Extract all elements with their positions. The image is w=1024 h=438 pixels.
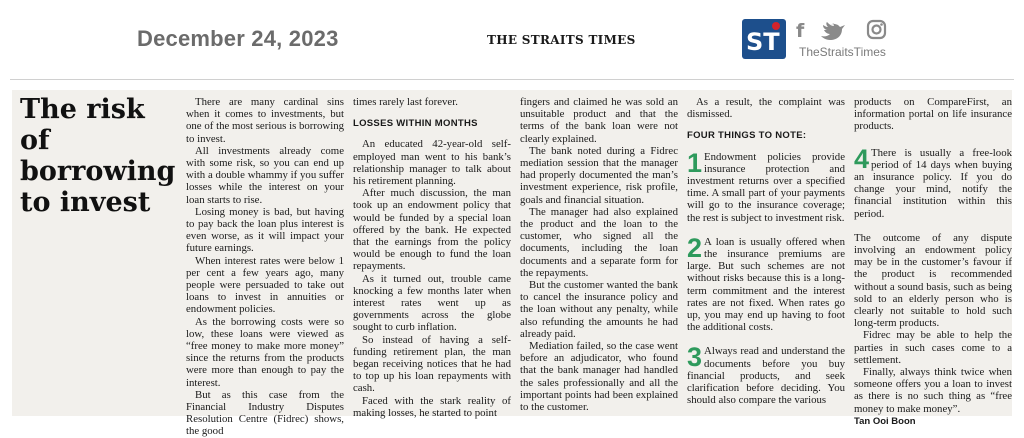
point-text: Always read and understand the documents before you buy financial products, and seek clarification before deciding. You should also compare the various xyxy=(687,345,845,407)
point-text: Endowment policies provide insurance protection and investment returns over a specified time. A small part of your payments will go to the insurance coverage; the rest is subject to investment risk. xyxy=(687,150,845,224)
numbered-point xyxy=(687,342,845,407)
publication-date: December 24, 2023 xyxy=(137,26,339,51)
paragraph: As the borrowing costs were so low, these loans were viewed as “free money to make more money” since the returns from the products were more than enough to pay the interest. xyxy=(186,315,344,389)
point-number: 1 xyxy=(687,147,703,178)
point-text: A loan is usually offered when the insurance premiums are large. But such schemes are not without risks because this is a long-term commitment and the interest rates are not fixed. When rates go up, you may end up having to foot the additional costs. xyxy=(687,235,845,334)
facebook-icon[interactable] xyxy=(796,20,805,42)
paragraph: Losing money is bad, but having to pay back the loan plus interest is even worse, as it will impact your future earnings. xyxy=(186,205,344,255)
point-number: 3 xyxy=(687,342,703,373)
article-clipping xyxy=(12,90,1012,438)
paragraph: But the customer wanted the bank to cancel the insurance policy and the loan without any penalty, while also refunding the amounts he had already paid. xyxy=(520,279,678,340)
section-subhead: FOUR THINGS TO NOTE: xyxy=(687,130,807,142)
paragraph: times rarely last forever. xyxy=(353,96,458,108)
article-column-1 xyxy=(186,96,344,438)
paragraph: Mediation failed, so the case went before an adjudicator, who found that the bank manager had handled the sales professionally and all the important points had been explained to the customer. xyxy=(520,340,678,414)
st-logo-icon[interactable] xyxy=(742,19,786,59)
svg-text:f: f xyxy=(796,20,805,42)
article-column-2 xyxy=(353,96,511,419)
paragraph: Fidrec may be able to help the parties in such cases come to a settlement. xyxy=(854,329,1012,366)
numbered-point xyxy=(687,147,845,224)
paragraph: All investments already come with some risk, so you can end up with a double whammy if you suffer losses while the interest on your loan starts to rise. xyxy=(186,144,344,206)
article-headline: The risk of borrowing to invest xyxy=(20,94,176,218)
social-icons xyxy=(796,19,896,41)
paragraph: fingers and claimed he was sold an unsuitable product and that the terms of the bank loan were not clearly explained. xyxy=(520,96,678,145)
section-subhead: LOSSES WITHIN MONTHS xyxy=(353,118,478,130)
paragraph: So instead of having a self-funding retirement plan, the man began receiving notices that he had to top up his loan repayments with cash. xyxy=(353,333,511,395)
point-text: There is usually a free-look period of 14 days when buying an insurance policy. If you do change your mind, notify the financial institution within this period. xyxy=(854,146,1012,220)
twitter-icon[interactable] xyxy=(821,22,845,40)
point-number: 2 xyxy=(687,232,703,263)
point-number: 4 xyxy=(854,143,870,174)
masthead: THE STRAITS TIMES xyxy=(487,33,636,47)
paragraph: As it turned out, trouble came knocking a few months later when interest rates went up as governments across the globe sought to curb inflation. xyxy=(353,272,511,334)
paragraph: When interest rates were below 1 per cent a few years ago, many people were persuaded to take out loans to invest in annuities or endowment policies. xyxy=(186,254,344,316)
instagram-icon[interactable] xyxy=(868,21,885,38)
paragraph: Faced with the stark reality of making losses, he started to point xyxy=(353,394,511,419)
paragraph: After much discussion, the man took up an endowment policy that would be funded by a special loan offered by the bank. He expected that the earnings from the policy would be enough to fund the loan repayments. xyxy=(353,187,511,273)
paragraph: Finally, always think twice when someone offers you a loan to invest as there is no such thing as “free money to make money”. xyxy=(854,366,1012,415)
paragraph: An educated 42-year-old self-employed man went to his bank’s relationship manager to talk about his retirement planning. xyxy=(353,138,511,188)
article-column-3 xyxy=(520,96,678,413)
numbered-point xyxy=(687,232,845,334)
paragraph: As a result, the complaint was dismissed. xyxy=(687,96,845,121)
numbered-point xyxy=(854,143,1012,220)
paragraph: The outcome of any dispute involving an endowment policy may be in the customer’s favour if the product is recommended without a sound basis, such as being sold to an elderly person who is clearly not suitable to hold such long-term products. xyxy=(854,231,1012,330)
logo-letters: ST xyxy=(746,28,780,56)
paragraph: But as this case from the Financial Industry Disputes Resolution Centre (Fidrec) shows, the good xyxy=(186,388,344,438)
paragraph: The manager had also explained the product and the loan to the customer, who signed all the documents, including the loan documents and a separate form for the repayments. xyxy=(520,205,678,279)
page-header xyxy=(0,0,1024,78)
article-column-5 xyxy=(854,96,1012,428)
social-handle: TheStraitsTimes xyxy=(799,45,886,59)
byline: Tan Ooi Boon xyxy=(854,415,916,427)
article-column-4 xyxy=(687,96,845,418)
paragraph: products on CompareFirst, an information portal on life insurance products. xyxy=(854,96,1012,133)
paragraph: The bank noted during a Fidrec mediation session that the manager had properly documented the man’s investment experience, risk profile, goals and financial situation. xyxy=(520,144,678,206)
divider xyxy=(10,79,1014,80)
paragraph: There are many cardinal sins when it comes to investments, but one of the most serious is borrowing to invest. xyxy=(186,96,344,145)
